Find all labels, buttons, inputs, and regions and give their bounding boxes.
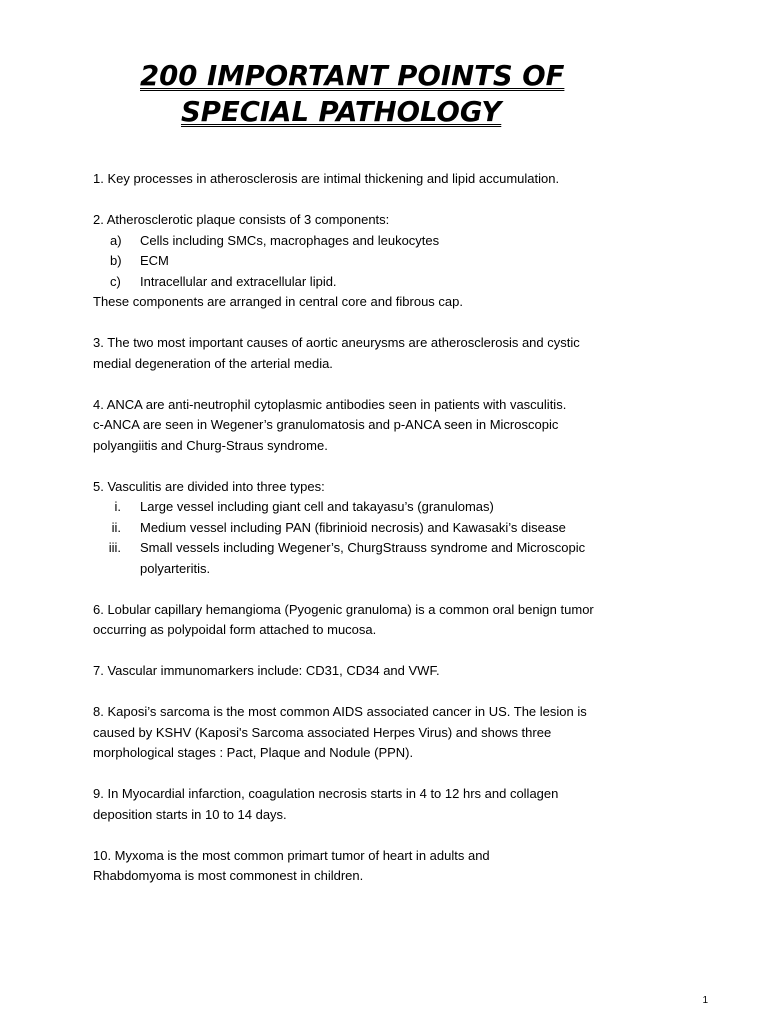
list-item-text: polyarteritis. — [140, 560, 211, 576]
point-text-line: Rhabdomyoma is most commonest in children. — [93, 868, 364, 883]
point-text-line: deposition starts in 10 to 14 days. — [93, 806, 287, 822]
point-text-line: 7. Vascular immunomarkers include: CD31, CD34 and VWF. — [93, 663, 440, 678]
point-text-line: c-ANCA are seen in Wegener’s granulomatosis and p-ANCA seen in Microscopic — [93, 417, 559, 432]
list-marker: b) — [110, 253, 122, 268]
title-line-1: 200 IMPORTANT POINTS OF — [140, 60, 565, 92]
point-text-line: 5. Vasculitis are divided into three types: — [93, 478, 325, 494]
point-item — [93, 210, 693, 313]
list-item-text: Cells including SMCs, macrophages and leukocytes — [140, 232, 440, 248]
list-marker: ii. — [111, 519, 121, 535]
point-item — [93, 477, 693, 580]
sub-list-item — [93, 497, 693, 518]
point-text-line: 4. ANCA are anti-neutrophil cytoplasmic antibodies seen in patients with vasculitis. — [93, 396, 567, 412]
points-list — [93, 169, 693, 907]
sub-list-item — [93, 251, 693, 272]
point-item — [93, 395, 693, 457]
sub-list-item — [93, 559, 693, 580]
list-item-text: ECM — [140, 253, 169, 268]
list-marker: a) — [110, 232, 122, 248]
point-text-line: medial degeneration of the arterial media. — [93, 355, 333, 371]
title-line-2: SPECIAL PATHOLOGY — [181, 96, 502, 128]
point-text-line: 1. Key processes in atherosclerosis are intimal thickening and lipid accumulation. — [93, 171, 560, 186]
point-item — [93, 333, 693, 374]
list-item-text: Small vessels including Wegener’s, ChurgStrauss syndrome and Microscopic — [140, 540, 586, 555]
point-text-line: 8. Kaposi’s sarcoma is the most common AIDS associated cancer in US. The lesion is — [93, 704, 587, 719]
point-text-line: morphological stages : Pact, Plaque and Nodule (PPN). — [93, 745, 414, 760]
list-marker: i. — [114, 499, 121, 514]
point-item — [93, 661, 693, 682]
point-text-line: occurring as polypoidal form attached to mucosa. — [93, 622, 377, 637]
point-text-line: 10. Myxoma is the most common primart tumor of heart in adults and — [93, 847, 490, 863]
point-item — [93, 846, 693, 887]
point-text-line: 2. Atherosclerotic plaque consists of 3 components: — [93, 212, 390, 227]
list-marker: c) — [110, 273, 121, 289]
list-item-text: Large vessel including giant cell and takayasu’s (granulomas) — [140, 499, 494, 514]
sub-list-item — [93, 272, 693, 293]
point-text-line: polyangiitis and Churg-Straus syndrome. — [93, 437, 328, 453]
point-text-line: caused by KSHV (Kaposi's Sarcoma associated Herpes Virus) and shows three — [93, 724, 552, 740]
list-item-text: Intracellular and extracellular lipid. — [140, 273, 337, 289]
page-number: 1 — [702, 995, 708, 1006]
point-item — [93, 600, 693, 641]
point-text-line: 6. Lobular capillary hemangioma (Pyogenic granuloma) is a common oral benign tumor — [93, 601, 594, 617]
list-item-text: Medium vessel including PAN (fibrinioid necrosis) and Kawasaki’s disease — [140, 519, 566, 535]
sub-list-item — [93, 231, 693, 252]
point-text-line: 9. In Myocardial infarction, coagulation necrosis starts in 4 to 12 hrs and collagen — [93, 786, 559, 801]
point-text-line: 3. The two most important causes of aortic aneurysms are atherosclerosis and cystic — [93, 335, 580, 350]
point-item — [93, 702, 693, 764]
point-text-line: These components are arranged in central core and fibrous cap. — [93, 294, 463, 309]
list-marker: iii. — [108, 540, 121, 555]
point-item — [93, 784, 693, 825]
point-item — [93, 169, 693, 190]
sub-list-item — [93, 518, 693, 539]
page-title — [140, 58, 564, 130]
sub-list-item — [93, 538, 693, 559]
